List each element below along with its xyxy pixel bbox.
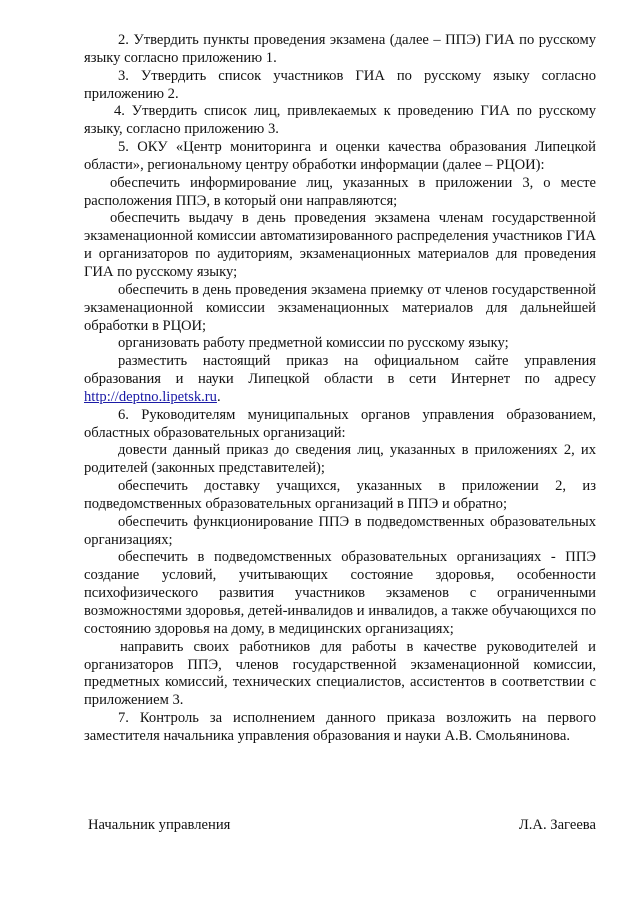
signature-position: Начальник управления [88,817,231,833]
publish-end: . [216,388,221,405]
signature-block [88,817,596,834]
paragraph-6-staff: направить своих работников для работы в качестве руководителей и организаторов ППЭ, членов государственной экзаменационной комиссии, предметных комиссий, технических специалистов, ассистентов в соответствии с приложением 3. [84,638,596,709]
site-link[interactable]: http://deptno.lipetsk.ru [84,388,217,405]
paragraph-2: 2. Утвердить пункты проведения экзамена (далее – ППЭ) ГИА по русскому языку согласно приложению 1. [84,32,596,66]
paragraph-4: 4. Утвердить список лиц, привлекаемых к проведению ГИА по русскому языку, согласно приложению 3. [84,103,596,138]
paragraph-3: 3. Утвердить список участников ГИА по русскому языку согласно приложению 2. [84,67,596,102]
paragraph-7: 7. Контроль за исполнением данного приказа возложить на первого заместителя начальника управления образования и науки А.В. Смольянинова. [84,710,596,744]
signature-name: Л.А. Загеева [518,817,596,833]
publish-text: разместить настоящий приказ на официальном сайте управления образования и науки Липецкой области в сети Интернет по адресу [84,353,596,388]
paragraph-6-inform: довести данный приказ до сведения лиц, указанных в приложениях 2, их родителей (законных представителей); [84,442,596,477]
document-body [84,32,596,746]
paragraph-5-issuance: обеспечить выдачу в день проведения экзамена членам государственной экзаменационной комиссии автоматизированного распределения участников ГИА и организаторов по аудиториям, экзаменационных материалов для проведения ГИА по русскому языку; [84,210,596,280]
paragraph-6: 6. Руководителям муниципальных органов управления образованием, областных образовательных организаций: [84,406,596,441]
paragraph-6-conditions: обеспечить в подведомственных образовательных организациях - ППЭ создание условий, учитывающих состояние здоровья, особенности психофизического развития участников экзаменов с ограниченными возможностями здоровья, детей-инвалидов и инвалидов, а также обучающихся по состоянию здоровья на дому, в медицинских организациях; [84,549,596,637]
paragraph-6-functioning: обеспечить функционирование ППЭ в подведомственных образовательных организациях; [84,513,596,548]
paragraph-5-publish [84,353,596,407]
paragraph-5-acceptance: обеспечить в день проведения экзамена приемку от членов государственной экзаменационной комиссии экзаменационных материалов для дальнейшей обработки в РЦОИ; [84,281,596,334]
paragraph-5: 5. ОКУ «Центр мониторинга и оценки качества образования Липецкой области», региональному центру обработки информации (далее – РЦОИ): [84,139,596,173]
paragraph-5-informing: обеспечить информирование лиц, указанных в приложении 3, о месте расположения ППЭ, в который они направляются; [84,174,596,209]
paragraph-5-commission: организовать работу предметной комиссии по русскому языку; [118,335,509,352]
paragraph-6-delivery: обеспечить доставку учащихся, указанных в приложении 2, из подведомственных образовательных организаций в ППЭ и обратно; [84,478,596,512]
